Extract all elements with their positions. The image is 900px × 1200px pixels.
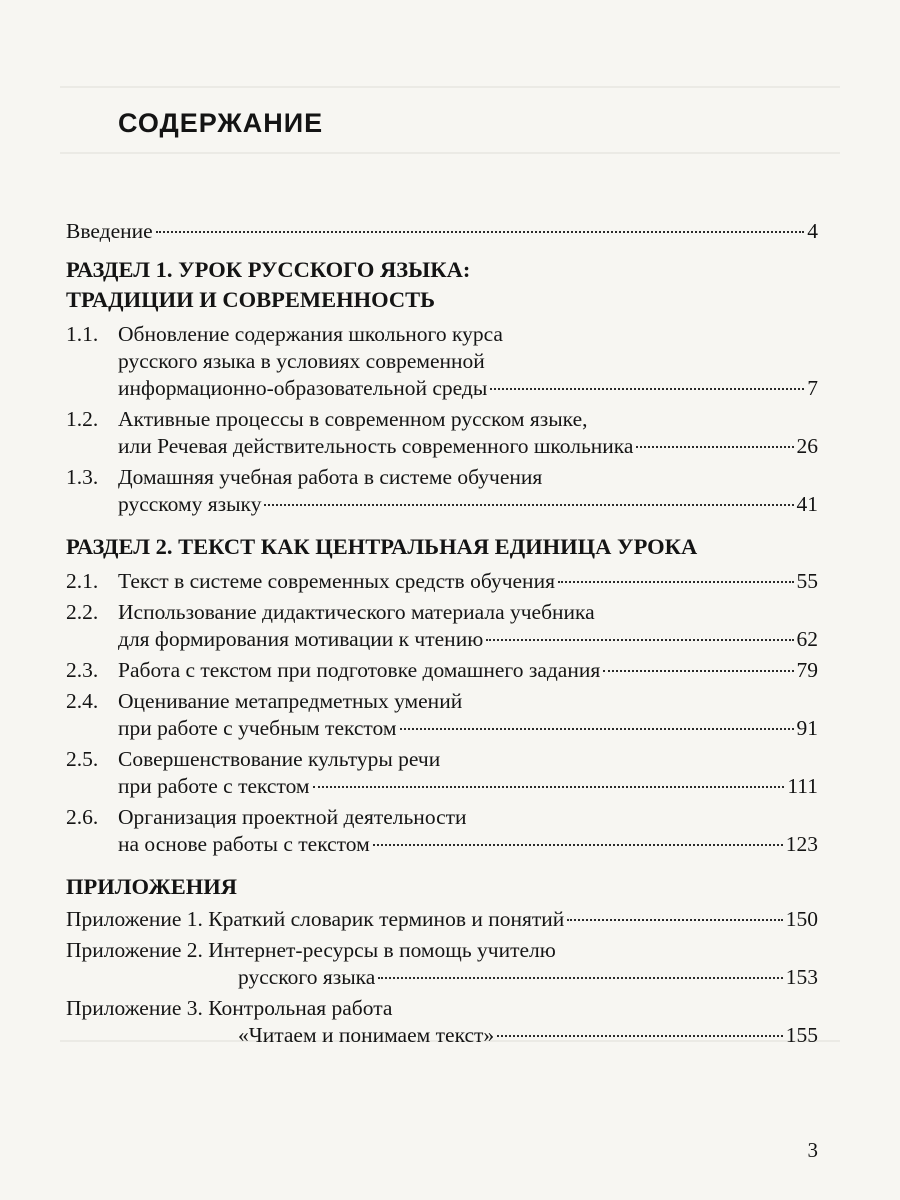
toc-page-number: 55 [796,569,818,593]
toc-entry-text: Приложение 2. Интернет-ресурсы в помощь учителю [66,938,556,962]
dot-leader [373,844,783,846]
bleed-through-line [60,152,840,154]
toc-entry-number: 2.2. [66,600,99,624]
toc-entry-number: 2.1. [66,569,99,593]
toc-page-number: 123 [785,832,818,856]
toc-entry-text: на основе работы с текстом [118,832,370,856]
dot-leader [486,639,793,641]
toc-entry-title: Введение [66,219,153,243]
toc-entry-number: 2.4. [66,689,99,713]
section-1-title-line-1: РАЗДЕЛ 1. УРОК РУССКОГО ЯЗЫКА: [66,257,471,282]
toc-entry-2-3[interactable] [66,657,818,684]
toc-page-number: 26 [796,434,818,458]
toc-page-number: 111 [787,774,818,798]
section-1-title-line-2: ТРАДИЦИИ И СОВРЕМЕННОСТЬ [66,287,436,312]
toc-entry-text: Текст в системе современных средств обучения [118,569,555,593]
toc-entry-number: 2.5. [66,747,99,771]
toc-page-number: 62 [796,627,818,651]
toc-entry-appendix-1[interactable] [66,906,818,933]
dot-leader [400,728,794,730]
toc-entry-text: Использование дидактического материала учебника [118,600,595,624]
toc-entry-1-3[interactable] [66,464,818,518]
toc-entry-number: 1.1. [66,322,99,346]
dot-leader [558,581,794,583]
toc-entry-text: Организация проектной деятельности [118,805,467,829]
toc-entry-text: при работе с текстом [118,774,310,798]
appendix-title: ПРИЛОЖЕНИЯ [66,874,237,899]
toc-entry-text: Совершенствование культуры речи [118,747,441,771]
toc-entry-number: 2.3. [66,658,99,682]
toc-entry-text: для формирования мотивации к чтению [118,627,484,651]
dot-leader [264,504,793,506]
toc-entry-1-2[interactable] [66,406,818,460]
toc-entry-text: Активные процессы в современном русском языке, [118,407,588,431]
toc-entry-text: или Речевая действительность современного школьника [118,434,634,458]
page-title: СОДЕРЖАНИЕ [118,108,324,138]
dot-leader [636,446,793,448]
toc-entry-text: Работа с текстом при подготовке домашнего задания [118,658,601,682]
toc-entry-text: Обновление содержания школьного курса [118,322,503,346]
toc-entry-text: Приложение 1. Краткий словарик терминов и понятий [66,907,565,931]
dot-leader [156,231,805,233]
page-number: 3 [807,1138,818,1162]
dot-leader [490,388,804,390]
toc-entry-number: 2.6. [66,805,99,829]
toc-page-number: 41 [796,492,818,516]
toc-page-number: 91 [796,716,818,740]
toc-page-number: 150 [785,907,818,931]
bleed-through-line [60,86,840,88]
toc-entry-intro[interactable] [66,218,818,245]
toc-entry-text: «Читаем и понимаем текст» [238,1023,495,1047]
toc-page-number: 79 [796,658,818,682]
toc-entry-appendix-2[interactable] [66,937,818,991]
toc-entry-text: русского языка [238,965,376,989]
toc-entry-text: русского языка в условиях современной [118,349,485,373]
toc-entry-1-1[interactable] [66,321,818,402]
toc-entry-2-4[interactable] [66,688,818,742]
dot-leader [313,786,785,788]
dot-leader [603,670,793,672]
toc-entry-number: 1.2. [66,407,99,431]
toc-entry-text: информационно-образовательной среды [118,376,488,400]
toc-page-number: 155 [785,1023,818,1047]
toc-entry-text: Оценивание метапредметных умений [118,689,463,713]
table-of-contents [66,218,818,1049]
section-2-title: РАЗДЕЛ 2. ТЕКСТ КАК ЦЕНТРАЛЬНАЯ ЕДИНИЦА УРОКА [66,534,698,559]
toc-entry-2-6[interactable] [66,804,818,858]
toc-entry-text: Приложение 3. Контрольная работа [66,996,393,1020]
toc-entry-2-5[interactable] [66,746,818,800]
toc-page-number: 4 [807,219,818,243]
toc-entry-number: 1.3. [66,465,99,489]
toc-page-number: 7 [807,376,818,400]
toc-entry-text: русскому языку [118,492,262,516]
dot-leader [497,1035,783,1037]
toc-entry-appendix-3[interactable] [66,995,818,1049]
dot-leader [378,977,782,979]
dot-leader [567,919,782,921]
toc-entry-2-1[interactable] [66,568,818,595]
toc-entry-text: при работе с учебным текстом [118,716,397,740]
toc-page-number: 153 [785,965,818,989]
toc-entry-2-2[interactable] [66,599,818,653]
toc-entry-text: Домашняя учебная работа в системе обучения [118,465,543,489]
